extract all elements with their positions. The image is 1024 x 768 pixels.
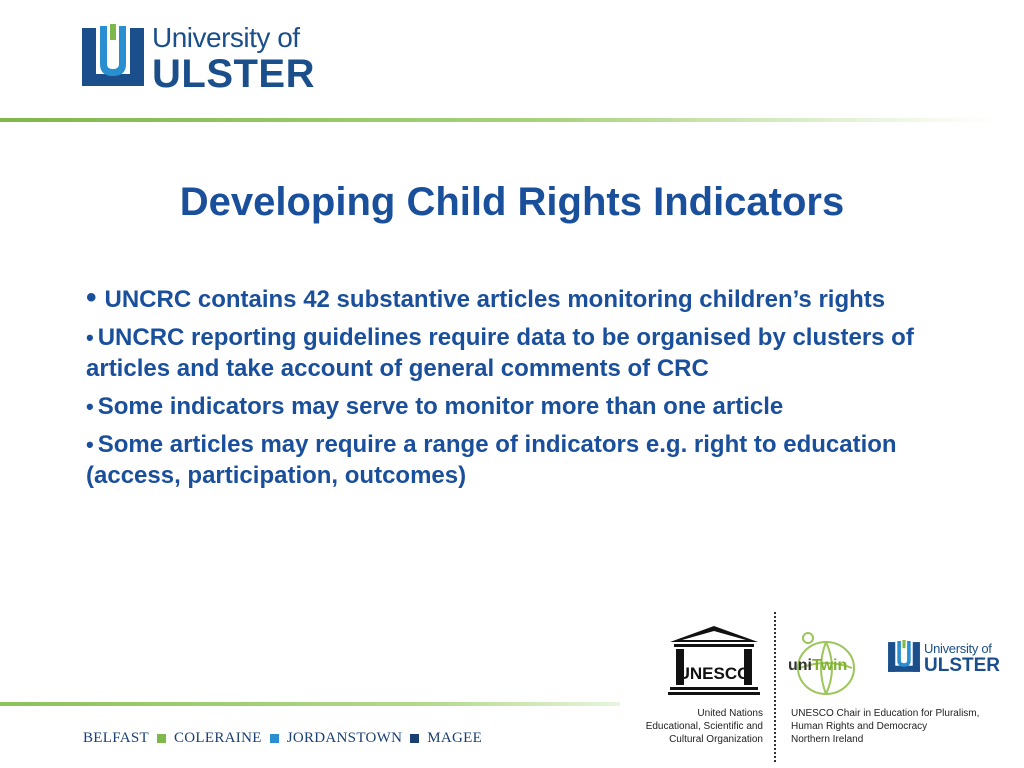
unesco-caption — [600, 707, 763, 746]
bullet-text: UNCRC reporting guidelines require data to be organised by clusters of articles and take account of general comments of CRC — [86, 324, 914, 382]
ulster-logo-mark-icon — [82, 24, 144, 94]
separator-square-icon — [270, 734, 279, 743]
bullet-icon: • — [86, 281, 97, 314]
header-divider — [0, 118, 1000, 122]
footer-dotted-divider — [774, 612, 776, 762]
bullet-item — [86, 322, 946, 384]
unesco-caption-line: Educational, Scientific and — [645, 721, 763, 732]
university-logo-small — [888, 640, 1000, 676]
separator-square-icon — [157, 734, 166, 743]
university-logo — [82, 24, 315, 94]
unesco-logo-text: UNESCO — [677, 664, 751, 683]
logo-ulster-text: ULSTER — [152, 52, 315, 96]
unesco-chair-caption — [791, 707, 1021, 746]
unesco-temple-logo-icon — [668, 624, 760, 696]
unesco-caption-line: Cultural Organization — [669, 734, 763, 745]
bullet-icon: • — [86, 394, 94, 419]
campus-belfast: BELFAST — [83, 730, 149, 746]
logo-small-university-of-text: University of — [924, 640, 992, 656]
bullet-item — [86, 429, 946, 491]
chair-caption-line: UNESCO Chair in Education for Pluralism, — [791, 708, 980, 719]
chair-caption-line: Northern Ireland — [791, 734, 864, 745]
bullet-item — [86, 282, 946, 315]
unitwin-uni-text: uni — [788, 657, 812, 674]
bullet-text: Some articles may require a range of indicators e.g. right to education (access, participation, outcomes) — [86, 431, 897, 489]
bullet-icon: • — [86, 325, 94, 350]
slide-title: Developing Child Rights Indicators — [179, 180, 845, 224]
campus-jordanstown: JORDANSTOWN — [286, 730, 403, 746]
bullet-item — [86, 391, 946, 422]
ulster-logo-mark-icon — [888, 640, 920, 676]
chair-caption-line: Human Rights and Democracy — [791, 721, 928, 732]
logo-small-ulster-text: ULSTER — [924, 654, 1000, 676]
unitwin-logo-text — [788, 657, 847, 675]
bullet-icon: • — [86, 432, 94, 457]
campus-coleraine: COLERAINE — [174, 730, 262, 746]
campus-list — [83, 730, 482, 747]
campus-magee: MAGEE — [427, 730, 483, 746]
separator-square-icon — [410, 734, 419, 743]
bullet-list — [86, 282, 946, 498]
logo-university-of-text: University of — [152, 22, 300, 53]
bullet-text: UNCRC contains 42 substantive articles monitoring children’s rights — [104, 286, 886, 313]
unitwin-twin-text: Twin — [812, 657, 848, 674]
bullet-text: Some indicators may serve to monitor more than one article — [97, 393, 784, 420]
footer-divider — [0, 702, 620, 706]
unesco-caption-line: United Nations — [697, 708, 763, 719]
